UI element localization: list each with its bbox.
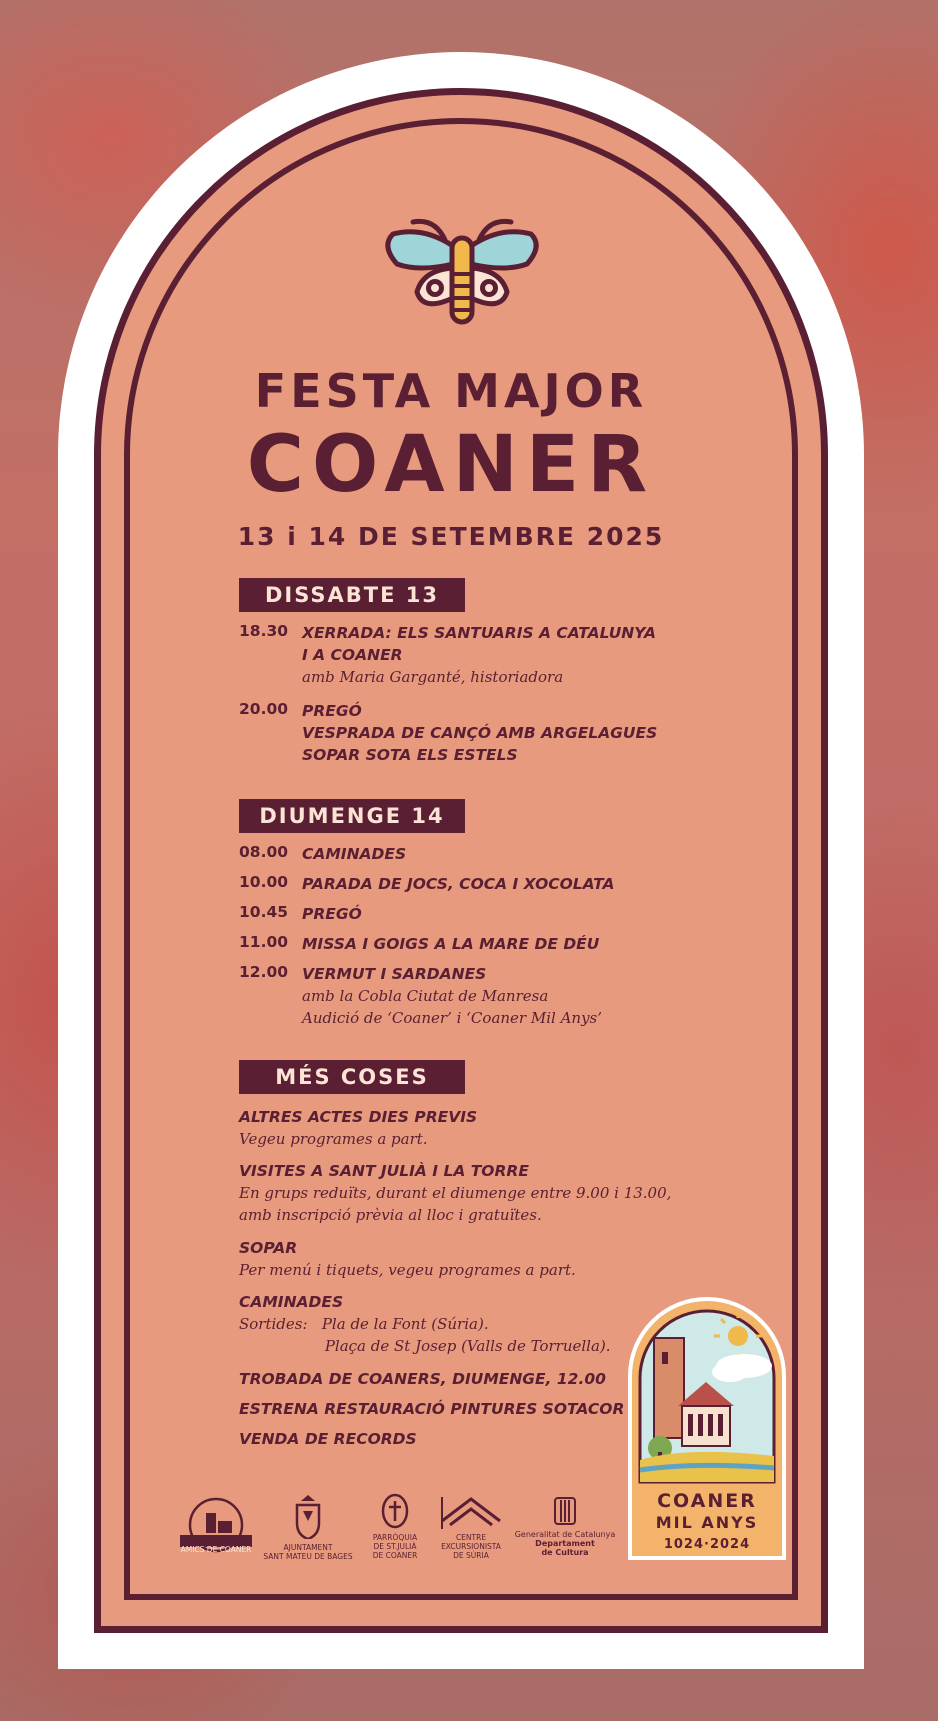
event-title: PREGÓ xyxy=(302,905,362,923)
more-item-title: ESTRENA RESTAURACIÓ PINTURES SOTACOR xyxy=(239,1400,625,1418)
more-item-title: TROBADA DE COANERS, DIUMENGE, 12.00 xyxy=(239,1370,606,1388)
mountain-icon xyxy=(436,1495,506,1529)
generalitat-label-1: Generalitat de Catalunya xyxy=(514,1530,616,1539)
parish-seal-icon xyxy=(380,1493,410,1529)
more-item xyxy=(239,1428,417,1450)
more-item-note: Sortides: Pla de la Font (Súria). xyxy=(239,1315,489,1333)
more-item-title: VENDA DE RECORDS xyxy=(239,1430,417,1448)
event-time: 10.45 xyxy=(239,903,289,921)
event-time: 12.00 xyxy=(239,963,289,981)
amics-label: AMICS DE COANER xyxy=(180,1545,252,1554)
parroquia-label-1: PARRÒQUIA xyxy=(372,1533,418,1542)
generalitat-label-2: Departament xyxy=(535,1539,595,1548)
event-time: 20.00 xyxy=(239,700,289,718)
more-item xyxy=(239,1160,671,1226)
event-title: PREGÓ xyxy=(302,702,362,720)
title-coaner: COANER xyxy=(246,420,656,510)
title-festa-major: FESTA MAJOR xyxy=(254,364,648,418)
more-item-note: En grups reduïts, durant el diumenge entre 9.00 i 13.00, xyxy=(239,1184,672,1202)
event-title: VERMUT I SARDANES xyxy=(302,965,487,983)
event-title: I A COANER xyxy=(302,646,403,664)
more-item-title: ALTRES ACTES DIES PREVIS xyxy=(239,1108,478,1126)
badge-line2: MIL ANYS xyxy=(655,1513,759,1532)
centre-label-2: EXCURSIONISTA xyxy=(441,1542,501,1551)
parroquia-label-3: DE COANER xyxy=(372,1551,418,1560)
butterfly-icon xyxy=(383,212,541,330)
more-item-note: amb inscripció prèvia al lloc i gratuïtes. xyxy=(239,1206,542,1224)
senyera-icon xyxy=(553,1496,577,1526)
event-time: 11.00 xyxy=(239,933,289,951)
event-title: MISSA I GOIGS A LA MARE DE DÉU xyxy=(302,935,600,953)
event-time: 18.30 xyxy=(239,622,289,640)
centre-label-3: DE SÚRIA xyxy=(453,1551,489,1560)
more-item-title: SOPAR xyxy=(239,1239,298,1257)
more-item-title: VISITES A SANT JULIÀ I LA TORRE xyxy=(239,1162,529,1180)
centre-label-1: CENTRE xyxy=(455,1533,487,1542)
event-note: amb la Cobla Ciutat de Manresa xyxy=(302,987,549,1005)
event-title: VESPRADA DE CANÇÓ AMB ARGELAGUES xyxy=(302,724,658,742)
event-title: SOPAR SOTA ELS ESTELS xyxy=(302,746,518,764)
more-item xyxy=(239,1237,576,1281)
section-heading-sunday: DIUMENGE 14 xyxy=(239,799,465,833)
event-title: XERRADA: ELS SANTUARIS A CATALUNYA xyxy=(302,624,656,642)
event-note: Audició de ‘Coaner’ i ‘Coaner Mil Anys’ xyxy=(302,1009,603,1027)
parroquia-label-2: DE ST.JULIÀ xyxy=(373,1542,417,1551)
more-item-note: Vegeu programes a part. xyxy=(239,1130,428,1148)
parroquia-logo xyxy=(364,1493,426,1560)
ajuntament-label-1: AJUNTAMENT xyxy=(283,1543,333,1552)
coat-of-arms-icon xyxy=(293,1495,323,1539)
more-item xyxy=(239,1291,611,1357)
more-item xyxy=(239,1106,477,1150)
more-item-note: Plaça de St Josep (Valls de Torruella). xyxy=(239,1337,611,1355)
event-time: 08.00 xyxy=(239,843,289,861)
more-item-note: Per menú i tiquets, vegeu programes a part. xyxy=(239,1261,576,1279)
ajuntament-logo xyxy=(262,1495,354,1561)
section-heading-more: MÉS COSES xyxy=(239,1060,465,1094)
event-note: amb Maria Garganté, historiadora xyxy=(302,668,564,686)
event-time: 10.00 xyxy=(239,873,289,891)
generalitat-label-3: de Cultura xyxy=(541,1548,589,1557)
more-item-title: CAMINADES xyxy=(239,1293,344,1311)
event-dates: 13 i 14 DE SETEMBRE 2025 xyxy=(237,522,665,551)
event-title: CAMINADES xyxy=(302,845,407,863)
more-item xyxy=(239,1368,606,1390)
generalitat-logo xyxy=(512,1496,618,1557)
centre-excursionista-logo xyxy=(436,1495,506,1560)
ajuntament-label-2: SANT MATEU DE BAGES xyxy=(263,1552,353,1561)
event-title: PARADA DE JOCS, COCA I XOCOLATA xyxy=(302,875,615,893)
badge-line1: COANER xyxy=(657,1490,757,1512)
badge-years: 1024·2024 xyxy=(663,1537,751,1552)
section-heading-saturday: DISSABTE 13 xyxy=(239,578,465,612)
amics-de-coaner-logo xyxy=(176,1497,256,1554)
more-item xyxy=(239,1398,624,1420)
